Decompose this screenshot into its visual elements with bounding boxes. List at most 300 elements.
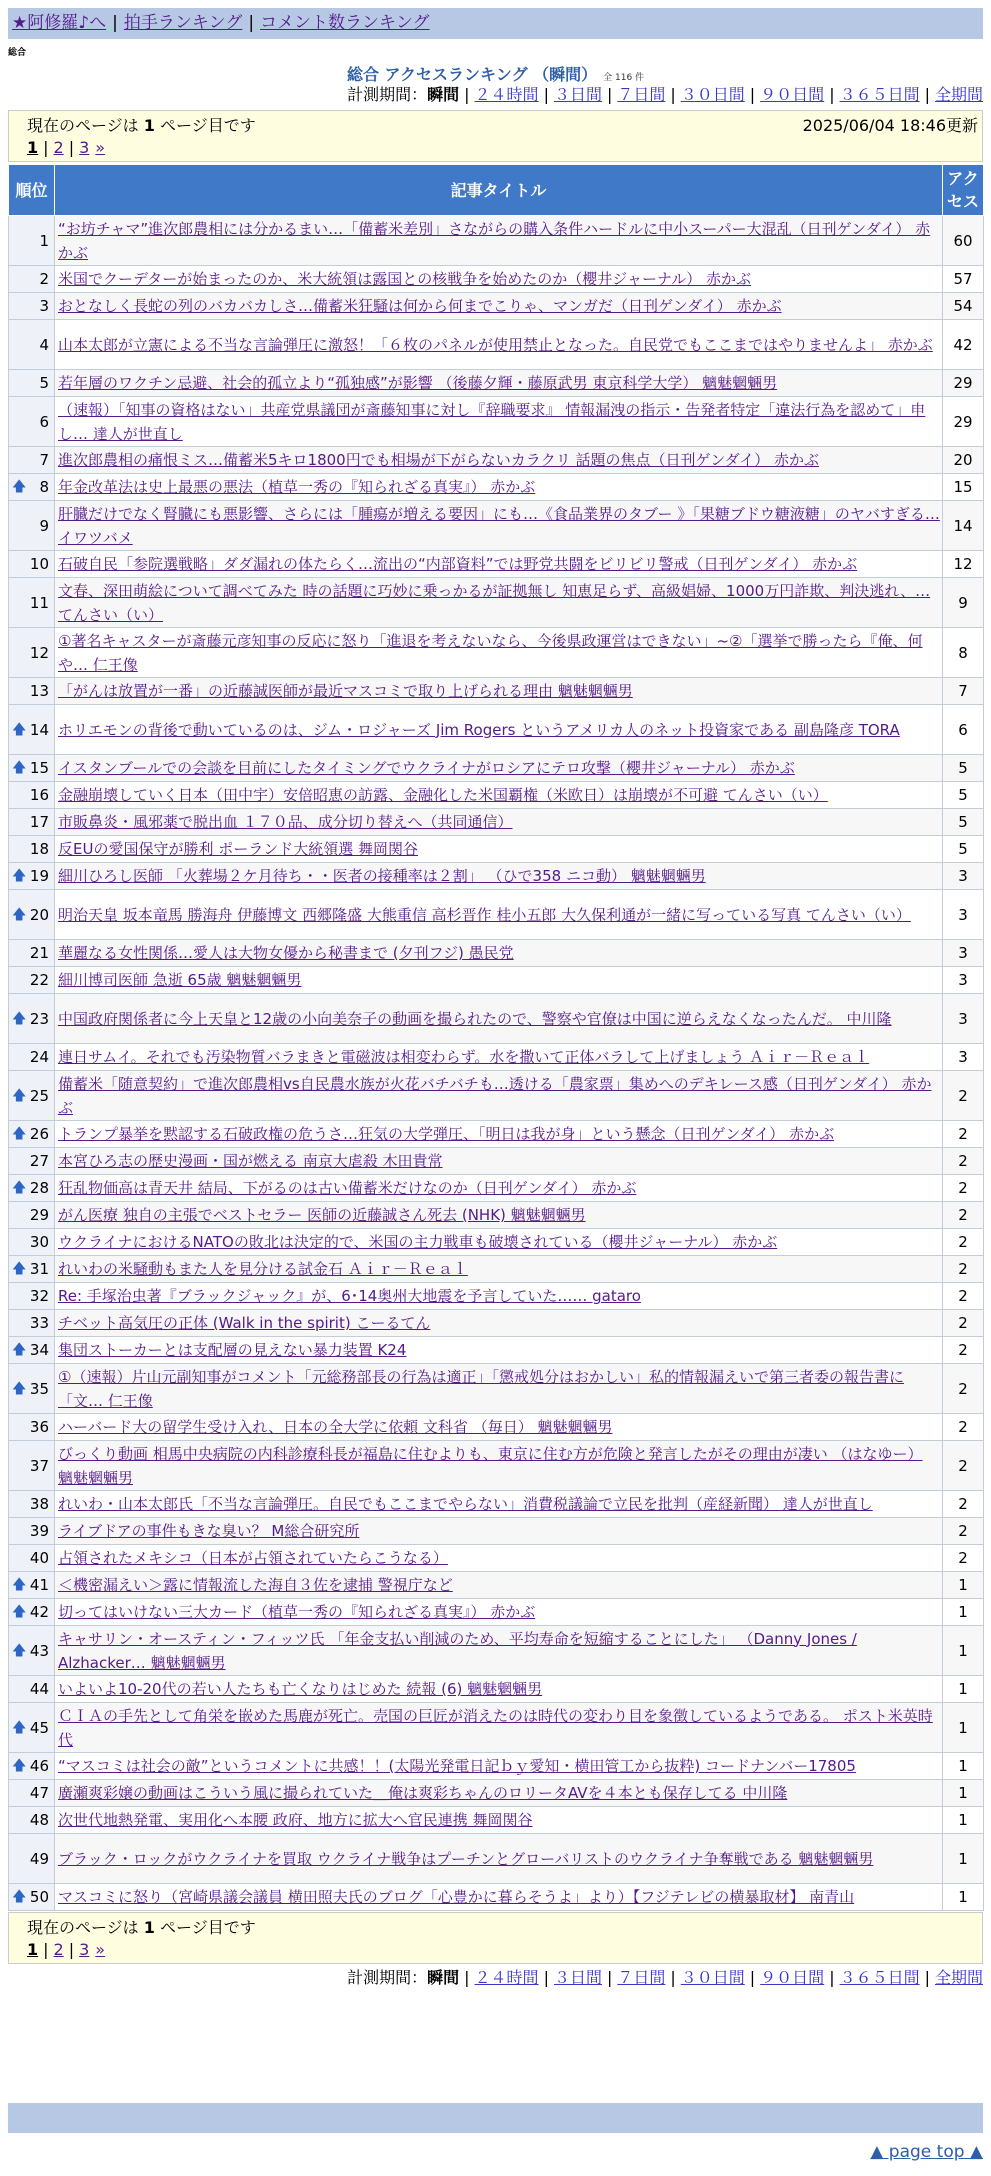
period-current: 瞬間 [427,85,460,104]
rank-cell [9,1283,55,1310]
title-cell [55,1626,943,1676]
rank-cell [9,1202,55,1229]
rank-number: 42 [29,1603,49,1621]
article-link[interactable]: 細川博司医師 急逝 65歳 魑魅魍魎男 [58,971,302,989]
pager-separator: | [68,138,75,157]
article-link[interactable]: 反EUの愛国保守が勝利 ポーランド大統領選 舞岡関谷 [58,840,418,858]
table-row [9,967,984,994]
title-cell [55,370,943,397]
table-row [9,1599,984,1626]
table-row [9,836,984,863]
access-count: 42 [943,320,984,370]
article-link[interactable]: 山本太郎が立憲による不当な言論弾圧に激怒！「６枚のパネルが使用禁止となった。自民党でもここまではやりませんよ」 赤かぶ [58,335,933,354]
period-separator: | [670,1968,676,1987]
access-count: 54 [943,293,984,320]
article-link[interactable]: 中国政府関係者に今上天皇と12歳の小向美奈子の動画を撮られたので、警察や官僚は中国に逆らえなくなったんだ。 中川隆 [58,1009,892,1028]
period-option-0[interactable]: ２４時間 [474,85,539,104]
current-page-number: 1 [143,1918,155,1937]
rank-cell [9,1780,55,1807]
access-count: 2 [943,1121,984,1148]
period-option-3[interactable]: ３０日間 [680,85,745,104]
rank-up-arrow-icon: 🡅 [12,1126,27,1142]
rank-number: 34 [29,1341,49,1359]
article-link[interactable]: 占領されたメキシコ（日本が占領されていたらこうなる） [58,1549,448,1567]
period-separator: | [749,1968,756,1987]
title-cell [55,501,943,551]
period-option-5[interactable]: ３６５日間 [839,1968,920,1987]
title-cell [55,782,943,809]
period-separator: | [924,1968,930,1987]
access-count: 9 [943,578,984,628]
rank-number: 28 [29,1179,49,1197]
nav-link-comment-ranking[interactable]: コメント数ランキング [260,13,430,33]
rank-cell [9,293,55,320]
rank-number: 31 [29,1260,49,1278]
article-link[interactable]: ホリエモンの背後で動いているのは、ジム・ロジャーズ Jim Rogers というアメリカ人のネット投資家である 副島隆彦 TORA [58,720,900,739]
rank-up-arrow-icon: 🡅 [12,1642,27,1659]
article-link[interactable]: イスタンブールでの会談を目前にしたタイミングでウクライナがロシアにテロ攻撃（櫻井ジャーナル） 赤かぶ [58,759,795,777]
rank-cell [9,370,55,397]
bottom-bar [8,2103,983,2133]
title-cell [55,1753,943,1780]
title-cell [55,1676,943,1703]
rank-cell [9,578,55,628]
title-cell [55,1884,943,1911]
table-row [9,474,984,501]
article-link[interactable]: 文春、深田萌絵について調べてみた 時の話題に巧妙に乗っかるが証拠無し 知恵足らず、高級娼婦、1000万円詐欺、判決逃れ、… てんさい（い） [58,581,931,624]
article-link[interactable]: チベット高気圧の正体 (Walk in the spirit) こーるてん [58,1314,431,1332]
article-link[interactable]: 次世代地熱発電、実用化へ本腰 政府、地方に拡大へ官民連携 舞岡関谷 [58,1811,533,1829]
table-row [9,1414,984,1441]
article-link[interactable]: ウクライナにおけるNATOの敗北は決定的で、米国の主力戦車も破壊されている（櫻井ジャーナル） 赤かぶ [58,1233,778,1251]
period-separator: | [606,1968,613,1987]
rank-number: 49 [29,1849,49,1868]
rank-number: 1 [39,231,49,250]
rank-cell [9,1337,55,1364]
table-row [9,370,984,397]
rank-number: 16 [29,786,49,804]
rank-up-arrow-icon: 🡅 [12,1261,27,1277]
rank-cell [9,1310,55,1337]
period-separator: | [749,85,756,104]
access-count: 3 [943,994,984,1044]
rank-number: 32 [29,1287,49,1305]
article-link[interactable]: 進次郎農相の痛恨ミス…備蓄米5キロ1800円でも相場が下がらないカラクリ 話題の焦点（日刊ゲンダイ） 赤かぶ [58,451,820,469]
access-count: 1 [943,1676,984,1703]
header-title: 記事タイトル [55,165,943,216]
period-option-1[interactable]: ３日間 [553,85,602,104]
period-option-0[interactable]: ２４時間 [474,1968,539,1987]
table-row [9,628,984,678]
rank-up-arrow-icon: 🡅 [12,760,27,776]
rank-cell [9,320,55,370]
title-cell [55,809,943,836]
rank-up-arrow-icon: 🡅 [12,906,27,923]
article-link[interactable]: トランプ暴挙を黙認する石破政権の危うさ…狂気の大学弾圧、「明日は我が身」という懸念（日刊ゲンダイ） 赤かぶ [58,1125,835,1143]
period-option-4[interactable]: ９０日間 [760,1968,825,1987]
article-link[interactable]: 連日サムイ。それでも汚染物質バラまきと電磁波は相変わらず。水を撒いて正体バラして上げましょう Ａｉｒ－Ｒｅａｌ [58,1048,870,1066]
article-link[interactable]: キャサリン・オースティン・フィッツ氏 「年金支払い削減のため、平均寿命を短縮することにした」 （Danny Jones / Alzhacker… 魑魅魍魎男 [58,1629,857,1672]
rank-number: 5 [39,374,49,392]
rank-cell [9,266,55,293]
title-cell [55,1780,943,1807]
ranking-table [8,164,984,1911]
title-cell [55,1834,943,1884]
rank-cell [9,1414,55,1441]
access-count: 1 [943,1626,984,1676]
table-row [9,1441,984,1491]
top-nav-bar [8,8,983,39]
period-separator: | [543,85,549,104]
article-link[interactable]: 備蓄米「随意契約」で進次郎農相vs自民農水族が火花バチバチも…透ける「農家票」集めへのデキレース感（日刊ゲンダイ） 赤かぶ [58,1074,932,1117]
article-link[interactable]: “マスコミは社会の敵”というコメントに共感！！(太陽光発電日記ｂｙ愛知・横田管工から抜粋) コードナンバー17805 [58,1757,856,1775]
period-option-1[interactable]: ３日間 [553,1968,602,1987]
table-row [9,1121,984,1148]
article-link[interactable]: 切ってはいけない三大カード（植草一秀の『知られざる真実』） 赤かぶ [58,1603,536,1621]
article-link[interactable]: ＣＩＡの手先として角栄を嵌めた馬鹿が死亡。売国の巨匠が消えたのは時代の変わり目を象徴しているようである。 ポスト米英時代 [58,1706,933,1749]
nav-link-applause-ranking[interactable]: 拍手ランキング [123,13,243,33]
rank-cell [9,836,55,863]
title-cell [55,994,943,1044]
rank-cell [9,1676,55,1703]
rank-number: 29 [29,1206,49,1224]
info-box-top [8,110,983,162]
title-cell [55,1202,943,1229]
rank-number: 22 [29,971,49,989]
access-count: 2 [943,1175,984,1202]
table-row [9,1364,984,1414]
access-count: 5 [943,809,984,836]
rank-cell [9,994,55,1044]
rank-cell [9,1703,55,1753]
title-cell [55,1121,943,1148]
article-link[interactable]: マスコミに怒り（宮崎県議会議員 横田照夫氏のブログ「心豊かに暮らそうよ」より）【フジテレビの横暴取材】 南青山 [58,1888,855,1906]
rank-number: 43 [29,1641,49,1660]
period-option-6[interactable]: 全期間 [934,1968,983,1987]
title-cell [55,705,943,755]
updated-timestamp: 2025/06/04 18:46更新 [802,116,978,135]
rank-up-arrow-icon: 🡅 [12,1380,27,1397]
rank-cell [9,1572,55,1599]
access-count: 8 [943,628,984,678]
table-row [9,1283,984,1310]
article-link[interactable]: ライブドアの事件もきな臭い？ M総合研究所 [58,1522,360,1540]
rank-number: 9 [39,516,49,535]
article-link[interactable]: “お坊チャマ”進次郎農相には分かるまい…「備蓄米差別」さながらの購入条件ハードルに中小スーパー大混乱（日刊ゲンダイ） 赤かぶ [58,219,931,262]
table-row [9,1175,984,1202]
access-count: 3 [943,967,984,994]
pager-current: 1 [27,138,39,157]
rank-cell [9,809,55,836]
rank-cell [9,1175,55,1202]
access-count: 2 [943,1414,984,1441]
article-link[interactable]: びっくり動画 相馬中央病院の内科診療科長が福島に住むよりも、東京に住む方が危険と発言したがその理由が凄い （はなゆー） 魑魅魍魎男 [58,1444,923,1487]
rank-cell [9,551,55,578]
title-cell [55,1148,943,1175]
title-cell [55,1283,943,1310]
period-separator: | [829,85,835,104]
table-row [9,678,984,705]
rank-number: 10 [29,555,49,573]
access-count: 1 [943,1780,984,1807]
pager-page-2[interactable]: 2 [53,1940,64,1959]
article-link[interactable]: ＜機密漏えい＞露に情報流した海自３佐を逮捕 警視庁など [58,1576,453,1594]
header-rank: 順位 [9,165,55,216]
access-count: 1 [943,1834,984,1884]
access-count: 2 [943,1545,984,1572]
page-title [0,62,991,85]
rank-number: 30 [29,1233,49,1251]
title-cell [55,578,943,628]
article-link[interactable]: ブラック・ロックがウクライナを買取 ウクライナ戦争はプーチンとグローバリストのウクライナ争奪戦である 魑魅魍魎男 [58,1849,874,1868]
access-count: 1 [943,1753,984,1780]
rank-up-arrow-icon: 🡅 [12,1577,27,1593]
table-row [9,1884,984,1911]
current-page-text: 現在のページは 1 ページ目です [27,1918,256,1937]
pager-separator: | [68,1940,75,1959]
rank-number: 8 [39,478,49,496]
pager-separator: | [43,138,49,157]
rank-number: 13 [29,682,49,700]
rank-number: 24 [29,1048,49,1066]
table-row [9,1780,984,1807]
rank-cell [9,1491,55,1518]
rank-up-arrow-icon: 🡅 [12,868,27,884]
period-option-6[interactable]: 全期間 [934,85,983,104]
title-cell [55,474,943,501]
rank-cell [9,1256,55,1283]
article-link[interactable]: 集団ストーカーとは支配層の見えない暴力装置 K24 [58,1341,407,1359]
rank-number: 36 [29,1418,49,1436]
table-row [9,1518,984,1545]
access-count: 2 [943,1518,984,1545]
access-count: 12 [943,551,984,578]
article-link[interactable]: 若年層のワクチン忌避、社会的孤立より“孤独感”が影響 （後藤夕輝・藤原武男 東京科学大学） 魑魅魍魎男 [58,374,778,392]
table-row [9,501,984,551]
period-option-4[interactable]: ９０日間 [760,85,825,104]
article-link[interactable]: 金融崩壊していく日本（田中宇）安倍昭恵の訪露、金融化した米国覇権（米欧日）は崩壊が不可避 てんさい（い） [58,786,828,804]
total-count: 全 116 件 [603,73,645,83]
rank-number: 12 [29,643,49,662]
period-option-2[interactable]: ７日間 [617,1968,666,1987]
access-count: 2 [943,1148,984,1175]
rank-number: 38 [29,1495,49,1513]
period-separator: | [543,1968,549,1987]
rank-number: 20 [29,905,49,924]
table-row [9,1572,984,1599]
access-count: 2 [943,1441,984,1491]
title-cell [55,1441,943,1491]
article-link[interactable]: 年金改革法は史上最悪の悪法（植草一秀の『知られざる真実』） 赤かぶ [58,478,536,496]
rank-cell [9,782,55,809]
title-cell [55,1337,943,1364]
rank-cell [9,1753,55,1780]
table-row [9,578,984,628]
period-separator: | [606,85,613,104]
article-link[interactable]: 本宮ひろ志の歴史漫画・国が燃える 南京大虐殺 木田貴常 [58,1152,443,1170]
header-access: アクセス [943,165,984,216]
rank-number: 50 [29,1888,49,1906]
title-cell [55,1572,943,1599]
pager-page-3[interactable]: 3 [79,138,90,157]
period-current: 瞬間 [427,1968,460,1987]
article-link[interactable]: ①著名キャスターが斎藤元彦知事の反応に怒り「進退を考えないなら、今後県政運営はできない」~②「選挙で勝ったら『俺、何や… 仁王像 [58,631,923,674]
rank-number: 3 [39,297,49,315]
pager-next[interactable]: » [95,1940,106,1959]
rank-cell [9,1364,55,1414]
title-cell [55,863,943,890]
rank-number: 27 [29,1152,49,1170]
access-count: 2 [943,1071,984,1121]
article-link[interactable]: おとなしく長蛇の列のバカバカしさ…備蓄米狂騒は何から何までこりゃ、マンガだ（日刊ゲンダイ） 赤かぶ [58,297,782,315]
title-cell [55,1599,943,1626]
title-cell [55,293,943,320]
rank-cell [9,1044,55,1071]
rank-number: 2 [39,270,49,288]
rank-up-arrow-icon: 🡅 [12,1342,27,1358]
category-tag: 総合 [8,48,27,58]
access-count: 2 [943,1491,984,1518]
period-option-5[interactable]: ３６５日間 [839,85,920,104]
title-cell [55,1175,943,1202]
rank-cell [9,940,55,967]
rank-number: 18 [29,840,49,858]
article-link[interactable]: 市販鼻炎・風邪薬で脱出血 １７０品、成分切り替えへ（共同通信） [58,813,513,831]
access-count: 2 [943,1364,984,1414]
rank-number: 37 [29,1456,49,1475]
access-count: 1 [943,1703,984,1753]
rank-up-arrow-icon: 🡅 [12,1180,27,1196]
table-header-row [9,165,984,216]
rank-number: 35 [29,1379,49,1398]
table-row [9,782,984,809]
table-row [9,755,984,782]
rank-cell [9,447,55,474]
pager-next[interactable]: » [95,138,106,157]
pager-separator: | [43,1940,49,1959]
rank-number: 17 [29,813,49,831]
title-cell [55,1703,943,1753]
article-link[interactable]: （速報）「知事の資格はない」共産党県議団が斎藤知事に対し『辞職要求』 情報漏洩の指示・告発者特定「違法行為を認めて」申し… 達人が世直し [58,400,926,443]
table-row [9,1202,984,1229]
table-row [9,216,984,266]
rank-cell [9,705,55,755]
title-cell [55,890,943,940]
rank-cell [9,1599,55,1626]
page-top-link[interactable]: ▲ page top ▲ [870,2142,983,2162]
rank-number: 4 [39,335,49,354]
access-count: 29 [943,397,984,447]
rank-cell [9,628,55,678]
rank-number: 25 [29,1086,49,1105]
rank-number: 39 [29,1522,49,1540]
article-link[interactable]: 狂乱物価高は青天井 結局、下がるのは古い備蓄米だけなのか（日刊ゲンダイ） 赤かぶ [58,1179,637,1197]
rank-number: 26 [29,1125,49,1143]
period-label: 計測期間： [347,1968,428,1987]
rank-cell [9,1834,55,1884]
rank-cell [9,1518,55,1545]
access-count: 7 [943,678,984,705]
nav-link-home[interactable]: ★阿修羅♪へ [12,13,107,33]
access-count: 1 [943,1572,984,1599]
title-cell [55,1414,943,1441]
rank-cell [9,1884,55,1911]
article-link[interactable]: Re: 手塚治虫著『ブラックジャック』が、6･14奥州大地震を予言していた…… gataro [58,1287,641,1305]
table-row [9,1491,984,1518]
table-row [9,940,984,967]
table-row [9,1626,984,1676]
access-count: 57 [943,266,984,293]
rank-cell [9,863,55,890]
article-link[interactable]: 米国でクーデターが始まったのか、米大統領は露国との核戦争を始めたのか（櫻井ジャーナル） 赤かぶ [58,270,751,288]
rank-number: 33 [29,1314,49,1332]
article-link[interactable]: 明治天皇 坂本竜馬 勝海舟 伊藤博文 西郷隆盛 大熊重信 高杉晋作 桂小五郎 大久保利通が一緒に写っている写真 てんさい（い） [58,905,911,924]
article-link[interactable]: 肝臓だけでなく腎臓にも悪影響、さらには「腫瘍が増える要因」にも…《食品業界のタブー 》「果糖ブドウ糖液糖」のヤバすぎる… イワツバメ [58,504,940,547]
rank-up-arrow-icon: 🡅 [12,479,27,495]
pager-page-2[interactable]: 2 [53,138,64,157]
nav-separator: | [248,13,255,33]
table-row [9,863,984,890]
period-separator: | [464,1968,470,1987]
article-link[interactable]: ハーバード大の留学生受け入れ、日本の全大学に依頼 文科省 （毎日） 魑魅魍魎男 [58,1418,613,1436]
page-title-text: 総合 アクセスランキング （瞬間） [346,65,598,84]
title-cell [55,320,943,370]
rank-cell [9,1071,55,1121]
table-row [9,890,984,940]
article-link[interactable]: ①（速報）片山元副知事がコメント「元総務部長の行為は適正」「懲戒処分はおかしい」私的情報漏えいで第三者委の報告書に「文… 仁王像 [58,1367,904,1410]
rank-cell [9,1229,55,1256]
article-link[interactable]: れいわ・山本太郎氏「不当な言論弾圧。自民でもここまでやらない」消費税議論で立民を批判（産経新聞） 達人が世直し [58,1495,873,1513]
access-count: 14 [943,501,984,551]
rank-number: 14 [29,720,49,739]
title-cell [55,447,943,474]
article-link[interactable]: れいわの米騒動もまた人を見分ける試金石 Ａｉｒ－Ｒｅａｌ [58,1260,468,1278]
table-row [9,1807,984,1834]
article-link[interactable]: がん医療 独自の主張でベストセラー 医師の近藤誠さん死去 (NHK) 魑魅魍魎男 [58,1206,586,1224]
access-count: 1 [943,1884,984,1911]
table-row [9,1545,984,1572]
rank-cell [9,678,55,705]
rank-number: 7 [39,451,49,469]
info-box-bottom [8,1912,983,1964]
pager-current: 1 [27,1940,39,1959]
table-row [9,293,984,320]
table-row [9,397,984,447]
rank-cell [9,1626,55,1676]
rank-number: 45 [29,1718,49,1737]
article-link[interactable]: 細川ひろし医師 「火葬場２ケ月待ち・・医者の接種率は２割」 （ひで358 ニコ動） 魑魅魍魎男 [58,867,706,885]
access-count: 20 [943,447,984,474]
pager-page-3[interactable]: 3 [79,1940,90,1959]
access-count: 1 [943,1599,984,1626]
title-cell [55,551,943,578]
article-link[interactable]: 「がんは放置が一番」の近藤誠医師が最近マスコミで取り上げられる理由 魑魅魍魎男 [58,682,633,700]
rank-number: 41 [29,1576,49,1594]
article-link[interactable]: 石破自民「参院選戦略」ダダ漏れの体たらく…流出の“内部資料”では野党共闘をビリビリ警戒（日刊ゲンダイ） 赤かぶ [58,555,858,573]
table-row [9,1337,984,1364]
access-count: 3 [943,940,984,967]
period-option-3[interactable]: ３０日間 [680,1968,745,1987]
title-cell [55,266,943,293]
rank-number: 11 [29,593,49,612]
period-option-2[interactable]: ７日間 [617,85,666,104]
period-separator: | [464,85,470,104]
current-page-text: 現在のページは 1 ページ目です [27,116,256,135]
article-link[interactable]: いよいよ10-20代の若い人たちも亡くなりはじめた 続報 (6) 魑魅魍魎男 [58,1680,543,1698]
article-link[interactable]: 廣瀬爽彩嬢の動画はこういう風に撮られていた＿俺は爽彩ちゃんのロリータAVを４本とも保存してる 中川隆 [58,1784,788,1802]
title-cell [55,1807,943,1834]
article-link[interactable]: 華麗なる女性関係…愛人は大物女優から秘書まで (夕刊フジ) 愚民党 [58,944,514,962]
